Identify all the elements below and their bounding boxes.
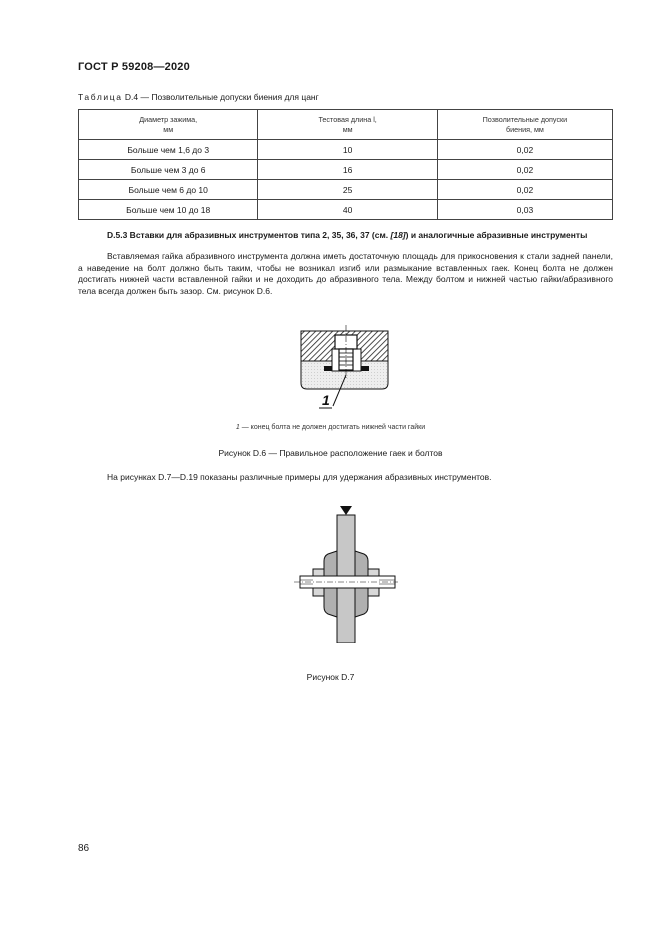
- figure-d6-caption: Рисунок D.6 — Правильное расположение гаек и болтов: [218, 448, 443, 458]
- figure-d6-drawing: [295, 323, 395, 413]
- table-cell: 25: [258, 180, 437, 200]
- table-row: [79, 200, 613, 220]
- header-runout-tolerance: Позволительные допуски биения, мм: [437, 110, 612, 140]
- table-cell: Больше чем 1,6 до 3: [79, 140, 258, 160]
- figure-d6-legend: 1 — конец болта не должен достигать нижней части гайки: [235, 424, 426, 431]
- bolt: [294, 576, 398, 588]
- table-cell: 0,03: [437, 200, 612, 220]
- callout-number: 1: [322, 392, 330, 408]
- page-number: 86: [78, 843, 90, 854]
- table-cell: Больше чем 3 до 6: [79, 160, 258, 180]
- table-header-row: [79, 110, 613, 140]
- figure-d7-drawing: [290, 503, 400, 643]
- section-paragraph: Вставляемая гайка абразивного инструмента должна иметь достаточную площадь для прикосновения к стали задней панели, а наведение на болт должно быть таким, чтобы не возникал изгиб или размыкание вставленных гаек. Конец болта не должен достигать нижней части вставленной гайки и не доходить до абразивного тела. Между болтом и нижней частью гайки/абразивного тела всегда должен быть зазор. См. рисунок D.6.: [78, 251, 613, 297]
- figures-paragraph: На рисунках D.7—D.19 показаны различные примеры для удержания абразивных инструментов.: [107, 472, 492, 482]
- table-caption-prefix: Таблица: [78, 92, 123, 102]
- table-caption: [78, 92, 319, 102]
- table-row: [79, 160, 613, 180]
- reference-link: [18]: [390, 230, 406, 240]
- arrow-marker: [340, 506, 352, 515]
- table-row: [79, 180, 613, 200]
- table-cell: Больше чем 6 до 10: [79, 180, 258, 200]
- table-cell: 0,02: [437, 140, 612, 160]
- header-clamp-diameter: Диаметр зажима, мм: [79, 110, 258, 140]
- section-heading: D.5.3 Вставки для абразивных инструментов типа 2, 35, 36, 37 (см. [18]) и аналогичные абразивные инструменты: [107, 230, 588, 240]
- header-test-length: Тестовая длина l, мм: [258, 110, 437, 140]
- runout-tolerance-table: [78, 109, 613, 220]
- table-caption-text: D.4 — Позволительные допуски биения для цанг: [122, 92, 319, 102]
- table-row: [79, 140, 613, 160]
- document-header: ГОСТ Р 59208—2020: [78, 61, 190, 73]
- figure-d7-caption: Рисунок D.7: [306, 672, 355, 682]
- table-cell: 10: [258, 140, 437, 160]
- table-cell: 40: [258, 200, 437, 220]
- table-cell: 16: [258, 160, 437, 180]
- table-cell: 0,02: [437, 180, 612, 200]
- table-cell: Больше чем 10 до 18: [79, 200, 258, 220]
- table-cell: 0,02: [437, 160, 612, 180]
